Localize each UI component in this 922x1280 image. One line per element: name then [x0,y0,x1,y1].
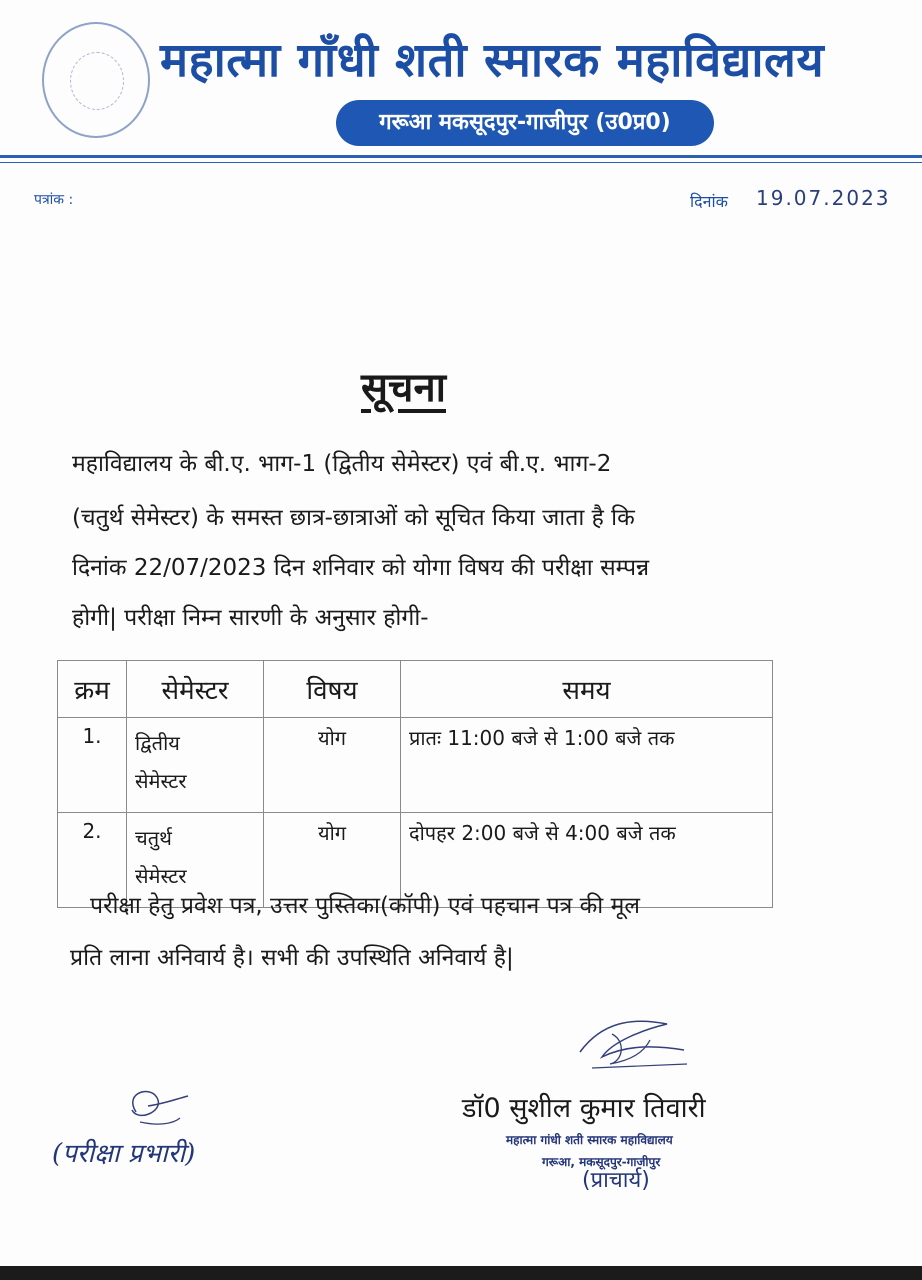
incharge-signature [118,1082,198,1134]
header-subject: विषय [264,661,401,718]
principal-signature [572,1012,692,1074]
date-label: दिनांक [690,192,728,211]
row-time: दोपहर 2:00 बजे से 4:00 बजे तक [401,813,773,908]
row-semester-line1: द्वितीय [135,731,180,755]
exam-schedule-table [57,660,773,908]
row-semester-line2: सेमेस्टर [135,769,187,793]
notice-line-3: दिनांक 22/07/2023 दिन शनिवार को योगा विषय की परीक्षा सम्पन्न [72,555,650,581]
college-name: महात्मा गाँधी शती स्मारक महाविद्यालय [160,33,825,88]
row-semester-line2: सेमेस्टर [135,864,187,888]
college-address: गरूआ मकसूदपुर-गाजीपुर (उ0प्र0) [336,100,714,146]
college-logo [42,22,150,138]
table-row [58,718,773,813]
closing-line-1: परीक्षा हेतु प्रवेश पत्र, उत्तर पुस्तिका(कॉपी) एवं पहचान पत्र की मूल [90,893,640,919]
principal-name: डॉ0 सुशील कुमार तिवारी [462,1093,706,1124]
row-subject: योग [264,813,401,908]
notice-title: सूचना [361,365,446,411]
date-value: 19.07.2023 [756,186,891,210]
stamp-address: गरूआ, मकसूदपुर-गाजीपुर [542,1155,661,1169]
header-divider [0,155,922,158]
logo-emblem [70,52,124,110]
row-subject: योग [264,718,401,813]
row-serial: 1. [58,718,127,813]
header-serial: क्रम [58,661,127,718]
row-time: प्रातः 11:00 बजे से 1:00 बजे तक [401,718,773,813]
reference-label: पत्रांक : [34,192,74,208]
header-divider-thin [0,162,922,163]
header-semester: सेमेस्टर [127,661,264,718]
row-semester-line1: चतुर्थ [135,826,172,850]
stamp-college-name: महात्मा गांधी शती स्मारक महाविद्यालय [506,1133,673,1147]
exam-incharge-designation: (परीक्षा प्रभारी) [52,1139,196,1169]
notice-line-2: (चतुर्थ सेमेस्टर) के समस्त छात्र-छात्राओं को सूचित किया जाता है कि [72,505,635,531]
principal-designation: (प्राचार्य) [582,1168,650,1193]
notice-line-1: महाविद्यालय के बी.ए. भाग-1 (द्वितीय सेमेस्टर) एवं बी.ए. भाग-2 [72,451,612,477]
header-time: समय [401,661,773,718]
notice-line-4: होगी| परीक्षा निम्न सारणी के अनुसार होगी- [72,605,429,631]
closing-line-2: प्रति लाना अनिवार्य है। सभी की उपस्थिति अनिवार्य है| [70,945,514,971]
table-header-row [58,661,773,718]
row-serial: 2. [58,813,127,908]
row-semester [127,718,264,813]
bottom-border [0,1266,922,1280]
